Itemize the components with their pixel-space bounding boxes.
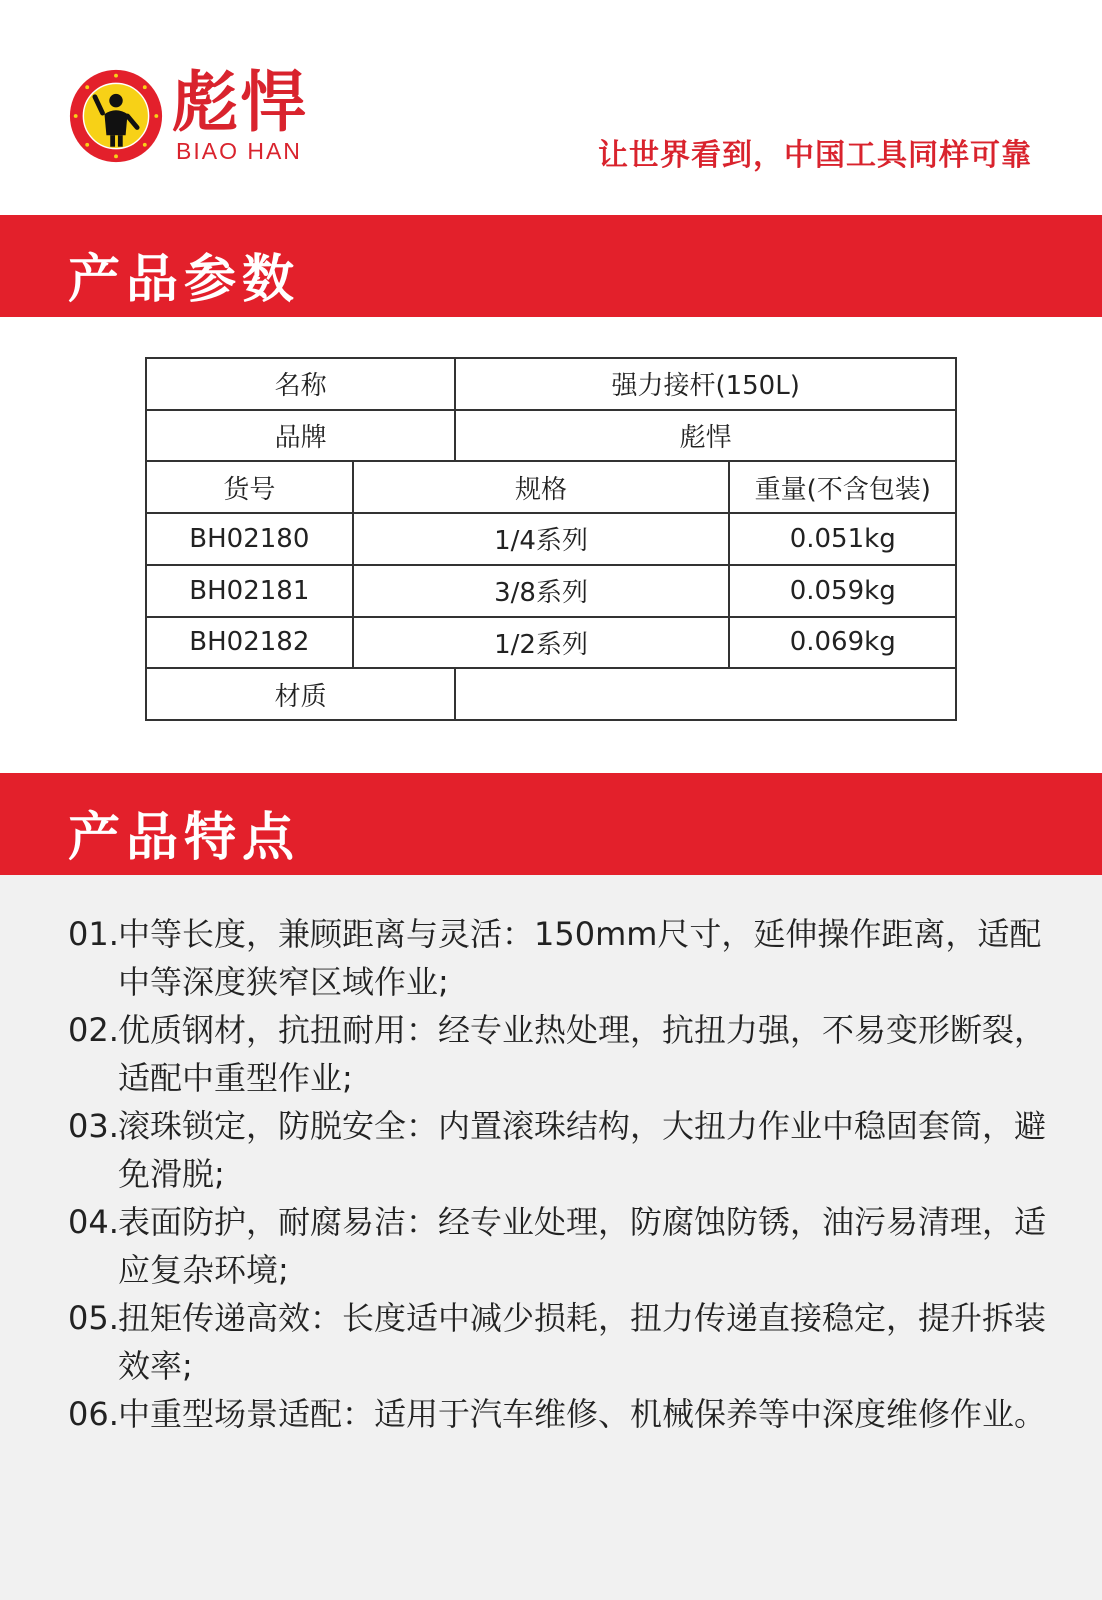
cell-item-no: BH02180: [146, 513, 353, 565]
name-value: 强力接杆(150L): [455, 358, 956, 410]
header-item-no: 货号: [146, 461, 353, 513]
cell-item-no: BH02181: [146, 565, 353, 617]
table-row: [146, 668, 956, 720]
feature-number: 05.: [68, 1299, 119, 1337]
brand-slogan: 让世界看到，中国工具同样可靠: [598, 138, 1032, 173]
list-item: [68, 1198, 1048, 1294]
cell-spec: 3/8系列: [353, 565, 730, 617]
feature-number: 01.: [68, 915, 119, 953]
params-title: 产品参数: [68, 250, 301, 310]
spec-table: [145, 357, 957, 721]
cell-weight: 0.059kg: [729, 565, 956, 617]
material-value: [455, 668, 956, 720]
table-row: [146, 513, 956, 565]
feature-text: 扭矩传递高效：长度适中减少损耗，扭力传递直接稳定，提升拆装效率;: [118, 1299, 1047, 1385]
material-label: 材质: [146, 668, 455, 720]
feature-number: 06.: [68, 1395, 119, 1433]
list-item: [68, 1006, 1048, 1102]
header-weight: 重量(不含包装): [729, 461, 956, 513]
table-row: [146, 410, 956, 462]
brand-name-cn: 彪悍: [172, 63, 308, 141]
list-item: [68, 1294, 1048, 1390]
features-banner: [0, 773, 1102, 875]
list-item: [68, 910, 1048, 1006]
feature-number: 03.: [68, 1107, 119, 1145]
brand-seal-logo-icon: [68, 68, 164, 164]
feature-text: 优质钢材，抗扭耐用：经专业热处理，抗扭力强，不易变形断裂，适配中重型作业;: [118, 1011, 1047, 1097]
cell-spec: 1/4系列: [353, 513, 730, 565]
table-header-row: [146, 461, 956, 513]
feature-text: 表面防护，耐腐易洁：经专业处理，防腐蚀防锈，油污易清理，适应复杂环境;: [118, 1203, 1047, 1289]
header: [0, 0, 1102, 215]
feature-text: 滚珠锁定，防脱安全：内置滚珠结构，大扭力作业中稳固套筒，避免滑脱;: [118, 1107, 1047, 1193]
feature-number: 04.: [68, 1203, 119, 1241]
table-row: [146, 565, 956, 617]
list-item: [68, 1102, 1048, 1198]
header-spec: 规格: [353, 461, 730, 513]
table-row: [146, 358, 956, 410]
params-banner: [0, 215, 1102, 317]
brand-name-en: BIAO HAN: [176, 138, 302, 164]
feature-number: 02.: [68, 1011, 119, 1049]
name-label: 名称: [146, 358, 455, 410]
cell-item-no: BH02182: [146, 617, 353, 669]
cell-spec: 1/2系列: [353, 617, 730, 669]
feature-text: 中等长度，兼顾距离与灵活：150mm尺寸，延伸操作距离，适配中等深度狭窄区域作业;: [118, 915, 1042, 1001]
features-list: [68, 910, 1048, 1438]
table-row: [146, 617, 956, 669]
feature-text: 中重型场景适配：适用于汽车维修、机械保养等中深度维修作业。: [118, 1395, 1047, 1433]
list-item: [68, 1390, 1048, 1438]
brand-label: 品牌: [146, 410, 455, 462]
brand-value: 彪悍: [455, 410, 956, 462]
cell-weight: 0.069kg: [729, 617, 956, 669]
features-title: 产品特点: [68, 808, 301, 868]
cell-weight: 0.051kg: [729, 513, 956, 565]
